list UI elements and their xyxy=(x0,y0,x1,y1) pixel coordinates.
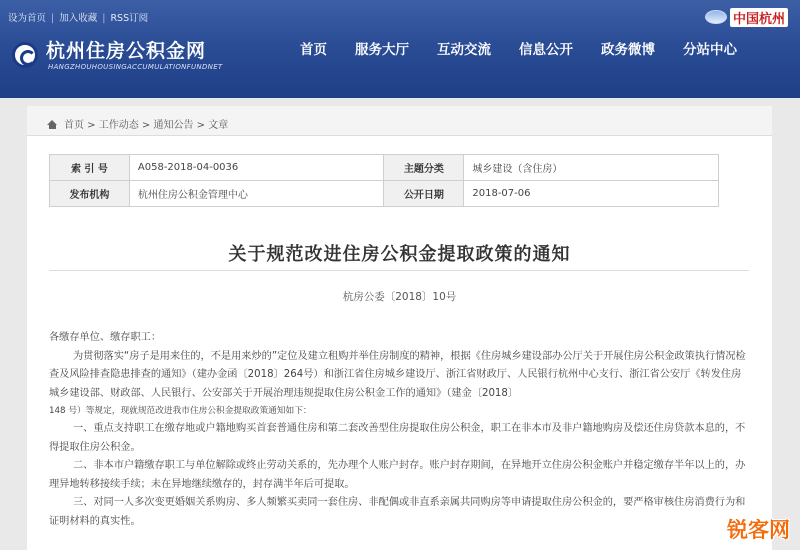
breadcrumb-text[interactable]: 首页 > 工作动态 > 通知公告 > 文章 xyxy=(64,120,229,131)
china-hangzhou-logo[interactable] xyxy=(705,7,788,27)
date-value: 2018-07-06 xyxy=(464,181,719,207)
salutation: 各缴存单位、缴存职工： xyxy=(49,332,162,343)
separator: | xyxy=(102,13,106,24)
table-row xyxy=(50,155,719,181)
housing-fund-logo-icon[interactable] xyxy=(12,42,38,68)
home-icon[interactable] xyxy=(47,120,58,129)
document-number: 杭房公委〔2018〕10号 xyxy=(342,291,457,303)
nav-interaction[interactable]: 互动交流 xyxy=(437,42,491,58)
paragraph-intro xyxy=(49,348,749,404)
article-panel xyxy=(27,106,772,550)
nav-service-hall[interactable]: 服务大厅 xyxy=(355,42,409,58)
title-divider xyxy=(49,270,749,271)
paragraph-intro-text: 为贯彻落实“房子是用来住的，不是用来炒的”定位及建立租购并举住房制度的精神，根据《住房城乡建设部办公厅关于开展住房公积金政策执行情况检查及风险排查隐患排查的通知》（建办金函〔2018〕264号）和浙江省住房城乡建设厅、浙江省财政厅、人民银行杭州中心支行、浙江省公安厅《转发住房城乡建设部、财政部、人民银行、公安部关于开展治理违规提取住房公积金工作的通知》（建金〔2018〕 xyxy=(49,350,746,399)
table-row xyxy=(50,181,719,207)
set-homepage-link[interactable]: 设为首页 xyxy=(8,13,47,24)
add-favorite-link[interactable]: 加入收藏 xyxy=(59,13,98,24)
publisher-value: 杭州住房公积金管理中心 xyxy=(129,181,384,207)
rss-link[interactable]: RSS订阅 xyxy=(110,13,149,24)
category-value: 城乡建设（含住房） xyxy=(464,155,719,181)
site-subtitle: HANGZHOUHOUSINGACCUMULATIONFUNDNET xyxy=(48,63,223,71)
index-value: A058-2018-04-0036 xyxy=(129,155,384,181)
nav-home[interactable]: 首页 xyxy=(300,42,327,58)
globe-icon xyxy=(705,10,727,24)
index-label: 索 引 号 xyxy=(50,155,130,181)
site-header xyxy=(0,0,800,98)
top-links xyxy=(8,10,148,24)
paragraph-intro-tail: 148 号）等规定，现就规范改进我市住房公积金提取政策通知如下： xyxy=(49,406,312,416)
publisher-label: 发布机构 xyxy=(50,181,130,207)
gov-logo-text: 中国杭州 xyxy=(730,8,788,27)
site-title[interactable]: 杭州住房公积金网 xyxy=(46,40,207,62)
main-nav xyxy=(300,38,765,58)
breadcrumb xyxy=(27,106,772,136)
paragraph-item-1: 一、重点支持职工在缴存地或户籍地购买首套普通住房和第二套改善型住房提取住房公积金，职工在非本市及非户籍地购房及偿还住房贷款本息的，不得提取住房公积金。 xyxy=(49,423,746,453)
date-label: 公开日期 xyxy=(384,181,464,207)
notice-title: 关于规范改进住房公积金提取政策的通知 xyxy=(228,244,571,265)
category-label: 主题分类 xyxy=(384,155,464,181)
nav-info-disclosure[interactable]: 信息公开 xyxy=(519,42,573,58)
document-meta-table xyxy=(49,154,719,207)
separator: | xyxy=(51,13,55,24)
watermark-logo: 锐客网 xyxy=(727,518,790,542)
paragraph-item-2: 二、非本市户籍缴存职工与单位解除或终止劳动关系的，先办理个人账户封存。账户封存期间，在异地开立住房公积金账户并稳定缴存半年以上的，办理异地转移接续手续；未在异地继续缴存的，封存满半年后可提取。 xyxy=(49,460,746,490)
nav-branches[interactable]: 分站中心 xyxy=(683,42,737,58)
notice-body xyxy=(49,329,749,531)
paragraph-item-3: 三、对同一人多次变更婚姻关系购房、多人频繁买卖同一套住房、非配偶或非直系亲属共同购房等申请提取住房公积金的，要严格审核住房消费行为和证明材料的真实性。 xyxy=(49,497,746,527)
nav-weibo[interactable]: 政务微博 xyxy=(601,42,655,58)
